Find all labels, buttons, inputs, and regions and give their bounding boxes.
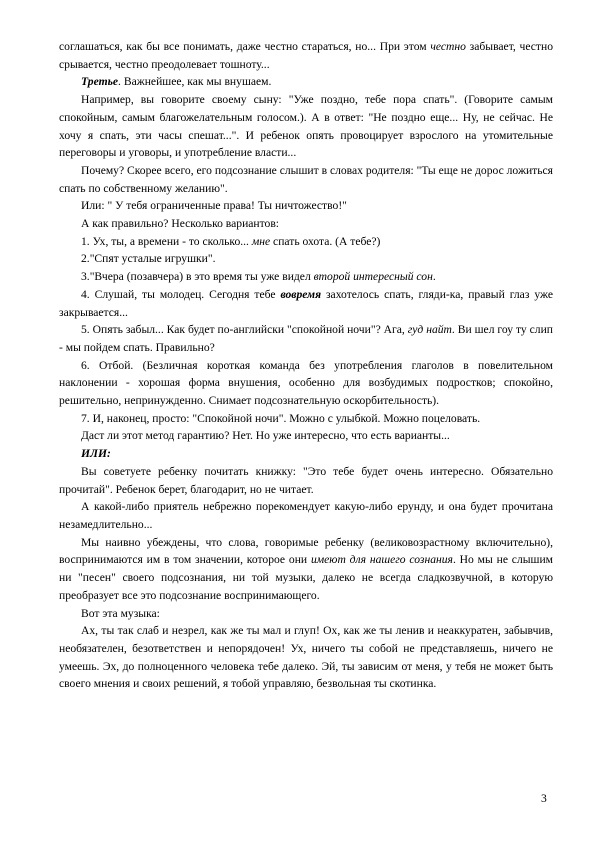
paragraph: А какой-либо приятель небрежно порекомендует какую-либо ерунду, и она будет прочитана незамедлительно... (59, 500, 553, 531)
paragraph: Мы наивно убеждены, что слова, говоримые ребенку (великовозрастному включительно), воспринимаются им в том значении, которое они имеют для нашего сознания. Но мы не слышим ни "песен" своего подсознания, ни той музыки, далеко не всегда сладкозвучной, в которую преобразует все это подсознание воспринимающего. (59, 535, 554, 602)
emphasis: имеют для нашего сознания (310, 553, 453, 567)
paragraph: Даст ли этот метод гарантию? Нет. Но уже интересно, что есть варианты... (81, 429, 450, 443)
section-heading: ИЛИ: (81, 447, 111, 461)
paragraph: Например, вы говорите своему сыну: "Уже поздно, тебе пора спать". (Говорите самым спокойным, самым благожелательным голосом.). А в ответ: "Не поздно еще... Ну, не сейчас. Не хочу я спать, эти часы спешат...". И ребенок опять провоцирует взрослого на утомительные переговоры и уговоры, и употребление власти... (59, 93, 553, 160)
list-item: 3."Вчера (позавчера) в это время ты уже видел второй интересный сон. (81, 270, 436, 284)
list-item: 4. Слушай, ты молодец. Сегодня тебе вовремя захотелось спать, гляди-ка, правый глаз уже закрывается... (59, 287, 553, 319)
list-item: 1. Ух, ты, а времени - то сколько... мне спать охота. (А тебе?) (81, 234, 381, 248)
paragraph: Вы советуете ребенку почитать книжку: "Это тебе будет очень интересно. Обязательно прочитай". Ребенок берет, благодарит, но не читает. (59, 464, 553, 496)
emphasis: Третье (81, 75, 119, 89)
list-item: 6. Отбой. (Безличная короткая команда без употребления глаголов в повелительном наклонении - хорошая форма внушения, особенно для возбудимых подростков; спокойно, решительно, непринужденно. Снимает подсознательную оскорбительность). (59, 358, 553, 408)
list-item: 2."Спят усталые игрушки". (81, 252, 216, 266)
emphasis: честно (430, 40, 466, 53)
paragraph: соглашаться, как бы все понимать, даже честно стараться, но... При этом честно забывает, честно срывается, честно преодолевает тошноту... (59, 40, 553, 71)
emphasis: вовремя (280, 287, 322, 301)
paragraph: Ах, ты так слаб и незрел, как же ты мал и глуп! Ох, как же ты ленив и неаккуратен, забывчив, необязателен, безответствен и непорядочен! Ух, ничего ты собой не представляешь, ничего не умеешь. Эх, до полноценного человека тебе далеко. Эй, ты зависим от меня, у тебя не может быть своего мнения и своих решений, я тобой управляю, безвольная ты скотинка. (59, 624, 553, 691)
paragraph: А как правильно? Несколько вариантов: (81, 217, 280, 231)
paragraph: Почему? Скорее всего, его подсознание слышит в словах родителя: "Ты еще не дорос ложиться спать по собственному желанию". (59, 163, 553, 195)
page-number: 3 (541, 792, 547, 805)
paragraph: Вот эта музыка: (81, 606, 160, 620)
body-text (59, 38, 553, 693)
list-item: 5. Опять забыл... Как будет по-английски "спокойной ночи"? Ага, гуд найт. Ви шел гоу ту слип - мы пойдем спать. Правильно? (59, 323, 553, 354)
paragraph: Третье. Важнейшее, как мы внушаем. (81, 75, 272, 89)
emphasis: гуд найт (407, 323, 452, 337)
list-item: 7. И, наконец, просто: "Спокойной ночи". Можно с улыбкой. Можно поцеловать. (81, 411, 481, 425)
emphasis: мне (251, 234, 271, 248)
emphasis: второй интересный сон (313, 270, 433, 284)
paragraph: Или: " У тебя ограниченные права! Ты ничтожество!" (81, 199, 347, 213)
